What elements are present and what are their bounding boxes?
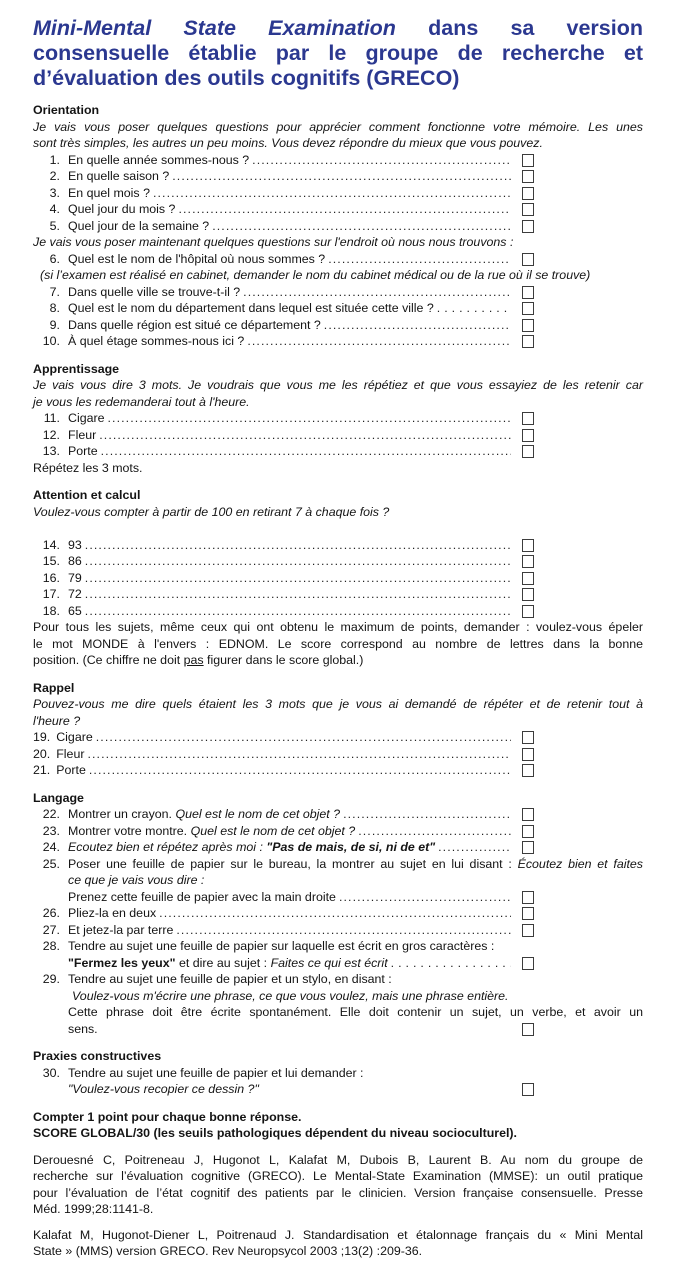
item-text: Fleur bbox=[68, 427, 97, 442]
question-row-27 bbox=[33, 922, 534, 939]
question-row-20 bbox=[33, 746, 534, 763]
section-heading-apprentissage: Apprentissage bbox=[33, 361, 120, 376]
dot-leader bbox=[438, 839, 510, 856]
item-text: 65 bbox=[68, 603, 82, 618]
item-text: Montrer un crayon. Quel est le nom de cet objet ? bbox=[68, 807, 341, 821]
item-text: "Voulez-vous recopier ce dessin ?" bbox=[68, 1082, 259, 1096]
item-number: 11. bbox=[43, 411, 60, 425]
item-number: 28. bbox=[42, 939, 60, 953]
paragraph-text: position. (Ce chiffre ne doit bbox=[33, 653, 184, 667]
item-text: "Fermez les yeux" et dire au sujet : Faites ce qui est écrit bbox=[68, 955, 388, 970]
dot-leader bbox=[85, 586, 511, 603]
item-number: 12. bbox=[42, 427, 60, 442]
section-heading-orientation: Orientation bbox=[33, 103, 100, 117]
global-score-line: SCORE GLOBAL/30 (les seuils pathologiques dépendent du niveau socioculturel). bbox=[33, 1126, 517, 1140]
item-number: 25. bbox=[42, 856, 60, 871]
question-row-24 bbox=[33, 839, 534, 856]
item-number: 21. bbox=[33, 763, 51, 777]
title-line-2: consensuelle établie par le groupe de recherche et bbox=[33, 41, 643, 65]
score-checkbox[interactable] bbox=[522, 957, 535, 970]
score-checkbox[interactable] bbox=[522, 170, 535, 183]
dot-leader bbox=[212, 218, 510, 235]
item-number: 27. bbox=[42, 922, 60, 937]
question-row-23 bbox=[33, 823, 534, 840]
score-checkbox[interactable] bbox=[522, 572, 535, 585]
item-number: 8. bbox=[49, 301, 60, 315]
score-checkbox[interactable] bbox=[522, 187, 535, 200]
question-row-21 bbox=[33, 762, 534, 779]
item-number: 17. bbox=[42, 587, 60, 601]
item-text: Porte bbox=[56, 763, 86, 777]
item-number: 24. bbox=[42, 840, 60, 854]
section-heading-praxies: Praxies constructives bbox=[33, 1049, 162, 1063]
question-row-10 bbox=[33, 333, 534, 350]
score-checkbox[interactable] bbox=[522, 1023, 535, 1036]
rappel-intro-line-1: Pouvez-vous me dire quels étaient les 3 mots que je vous ai demandé de répéter et de retenir tout à bbox=[33, 697, 643, 711]
score-checkbox[interactable] bbox=[522, 764, 535, 777]
item-number: 5. bbox=[49, 218, 60, 233]
score-checkbox[interactable] bbox=[522, 203, 535, 216]
score-checkbox[interactable] bbox=[522, 731, 535, 744]
score-checkbox[interactable] bbox=[522, 605, 535, 618]
question-row-16 bbox=[33, 570, 534, 587]
score-checkbox[interactable] bbox=[522, 555, 535, 568]
question-row-4 bbox=[33, 201, 534, 218]
item-text: Cigare bbox=[68, 411, 105, 425]
question-row-26 bbox=[33, 905, 534, 922]
item-text: Et jetez-la par terre bbox=[68, 922, 174, 937]
question-row-29-line-4 bbox=[33, 1021, 534, 1038]
score-checkbox[interactable] bbox=[522, 412, 535, 425]
dot-leader bbox=[85, 603, 511, 620]
score-checkbox[interactable] bbox=[522, 154, 535, 167]
score-checkbox[interactable] bbox=[522, 808, 535, 821]
apprentissage-intro-line-1: Je vais vous dire 3 mots. Je voudrais que vous me les répétiez et que vous essayiez de les retenir car bbox=[33, 378, 643, 392]
page-title bbox=[33, 16, 643, 91]
item-number: 4. bbox=[49, 202, 60, 216]
question-row-15 bbox=[33, 553, 534, 570]
dot-leader bbox=[178, 201, 510, 218]
item-number: 20. bbox=[33, 746, 51, 761]
attention-intro: Voulez-vous compter à partir de 100 en retirant 7 à chaque fois ? bbox=[33, 504, 390, 519]
section-heading-rappel: Rappel bbox=[33, 680, 75, 695]
dot-leader bbox=[85, 570, 511, 587]
score-checkbox[interactable] bbox=[522, 924, 535, 937]
score-checkbox[interactable] bbox=[522, 445, 535, 458]
item-text: Quel est le nom du département dans lequel est située cette ville ? bbox=[68, 301, 434, 315]
score-checkbox[interactable] bbox=[522, 825, 535, 838]
dot-leader bbox=[96, 729, 511, 746]
score-checkbox[interactable] bbox=[522, 335, 535, 348]
dot-leader bbox=[324, 317, 511, 334]
dot-leader bbox=[99, 427, 510, 444]
orientation-note: (si l’examen est réalisé en cabinet, demander le nom du cabinet médical ou de la rue où il se trouve) bbox=[40, 268, 591, 282]
dot-leader bbox=[176, 922, 510, 939]
apprentissage-intro-line-2: je vous les redemanderai tout à l'heure. bbox=[33, 394, 250, 409]
item-text: Poser une feuille de papier sur le bureau, la montrer au sujet en lui disant : Écoutez bien et faites bbox=[68, 856, 643, 871]
attention-paragraph-line-3 bbox=[33, 652, 643, 669]
item-number: 18. bbox=[42, 603, 60, 618]
dot-leader bbox=[172, 168, 510, 185]
score-checkbox[interactable] bbox=[522, 286, 535, 299]
reference-1-line-2: recherche sur l’évaluation cognitive (GRECO). Le Mental-State Examination (MMSE): un outil pratique bbox=[33, 1169, 643, 1183]
score-checkbox[interactable] bbox=[522, 319, 535, 332]
item-number: 16. bbox=[42, 570, 60, 585]
item-text: En quel mois ? bbox=[68, 185, 150, 200]
score-checkbox[interactable] bbox=[522, 588, 535, 601]
question-row-30 bbox=[33, 1065, 643, 1082]
attention-paragraph-line-2: le mot MONDE à l'envers : EDNOM. Le score correspond au nombre de lettres dans la bonne bbox=[33, 636, 643, 651]
dot-leader bbox=[328, 251, 510, 268]
item-number: 7. bbox=[49, 284, 60, 299]
item-text: Cigare bbox=[56, 730, 93, 744]
orientation-transition: Je vais vous poser maintenant quelques questions sur l'endroit où nous nous trouvons : bbox=[33, 235, 514, 249]
score-checkbox[interactable] bbox=[522, 748, 535, 761]
score-checkbox[interactable] bbox=[522, 1083, 535, 1096]
question-row-9 bbox=[33, 317, 534, 334]
score-checkbox[interactable] bbox=[522, 891, 535, 904]
reference-2-line-2: State » (MMS) version GRECO. Rev Neuropsycol 2003 ;13(2) :209-36. bbox=[33, 1244, 423, 1258]
question-row-17 bbox=[33, 586, 534, 603]
question-row-29 bbox=[33, 971, 643, 988]
item-number: 14. bbox=[42, 537, 60, 552]
item-text: Pliez-la en deux bbox=[68, 906, 157, 920]
item-text: En quelle saison ? bbox=[68, 169, 170, 183]
item-number: 9. bbox=[49, 317, 60, 332]
item-text: Quel jour du mois ? bbox=[68, 202, 176, 216]
dot-leader bbox=[153, 185, 511, 202]
underlined-word: pas bbox=[183, 653, 204, 667]
question-row-12 bbox=[33, 427, 534, 444]
question-row-18 bbox=[33, 603, 534, 620]
title-line-1 bbox=[33, 16, 643, 41]
item-text: 72 bbox=[68, 587, 82, 601]
dot-leader bbox=[343, 806, 510, 823]
dot-leader bbox=[85, 537, 511, 554]
item-number: 10. bbox=[42, 334, 60, 348]
item-text: Dans quelle ville se trouve-t-il ? bbox=[68, 284, 241, 299]
dot-leader bbox=[243, 284, 510, 301]
dot-leader bbox=[87, 746, 510, 763]
question-row-28 bbox=[33, 938, 643, 955]
item-text: 93 bbox=[68, 537, 82, 552]
item-text: Montrer votre montre. Quel est le nom de cet objet ? bbox=[68, 823, 356, 838]
item-number: 3. bbox=[49, 185, 60, 200]
item-text: Dans quelle région est situé ce département ? bbox=[68, 317, 321, 332]
item-text: Fleur bbox=[56, 746, 85, 761]
item-number: 13. bbox=[42, 444, 60, 458]
score-checkbox[interactable] bbox=[522, 253, 535, 266]
question-row-29-line-2: Voulez-vous m'écrire une phrase, ce que vous voulez, mais une phrase entière. bbox=[72, 988, 509, 1003]
score-checkbox[interactable] bbox=[522, 539, 535, 552]
dot-leader bbox=[358, 823, 510, 840]
item-text: Tendre au sujet une feuille de papier sur laquelle est écrit en gros caractères : bbox=[68, 939, 495, 953]
attention-paragraph-line-1: Pour tous les sujets, même ceux qui ont obtenu le maximum de points, demander : voulez-vous épeler bbox=[33, 620, 643, 634]
item-text: Tendre au sujet une feuille de papier et lui demander : bbox=[68, 1065, 364, 1080]
item-text: En quelle année sommes-nous ? bbox=[68, 152, 250, 167]
item-number: 19. bbox=[33, 730, 51, 744]
question-row-6 bbox=[33, 251, 534, 268]
dot-leader bbox=[89, 762, 511, 779]
orientation-intro-line-2: sont très simples, les autres un peu moins. Vous devez répondre du mieux que vous pouvez. bbox=[33, 136, 543, 150]
item-number: 1. bbox=[49, 152, 60, 167]
question-row-25 bbox=[33, 856, 643, 873]
title-line-3: d’évaluation des outils cognitifs (GRECO) bbox=[33, 66, 460, 90]
item-text: sens. bbox=[68, 1021, 98, 1036]
item-number: 23. bbox=[42, 823, 60, 838]
question-row-7 bbox=[33, 284, 534, 301]
reference-1-line-1: Derouesné C, Poitreneau J, Hugonot L, Kalafat M, Dubois B, Laurent B. Au nom du groupe de bbox=[33, 1152, 643, 1167]
question-row-5 bbox=[33, 218, 534, 235]
reference-2 bbox=[33, 1227, 643, 1260]
item-text: 86 bbox=[68, 554, 82, 568]
item-number: 6. bbox=[49, 251, 60, 266]
score-checkbox[interactable] bbox=[522, 429, 535, 442]
score-checkbox[interactable] bbox=[522, 302, 535, 315]
dot-leader bbox=[247, 333, 510, 350]
item-number: 26. bbox=[42, 906, 60, 920]
dot-leader bbox=[159, 905, 510, 922]
dot-leader bbox=[391, 955, 511, 972]
item-text: Porte bbox=[68, 444, 98, 458]
dot-leader bbox=[339, 889, 511, 906]
score-checkbox[interactable] bbox=[522, 220, 535, 233]
item-text: Tendre au sujet une feuille de papier et un stylo, en disant : bbox=[68, 972, 392, 986]
item-text: Ecoutez bien et répétez après moi : "Pas de mais, de si, ni de et" bbox=[68, 840, 436, 854]
question-row-8 bbox=[33, 300, 534, 317]
dot-leader bbox=[437, 300, 511, 317]
dot-leader bbox=[101, 443, 511, 460]
question-row-1 bbox=[33, 152, 534, 169]
section-heading-langage: Langage bbox=[33, 790, 84, 805]
item-text: À quel étage sommes-nous ici ? bbox=[68, 334, 245, 348]
apprentissage-footer: Répétez les 3 mots. bbox=[33, 460, 143, 475]
title-line-1-rest: dans sa version bbox=[428, 16, 643, 40]
question-row-3 bbox=[33, 185, 534, 202]
title-italic-part: Mini-Mental State Examination bbox=[33, 16, 396, 40]
item-number: 2. bbox=[49, 169, 60, 183]
item-text: 79 bbox=[68, 570, 82, 585]
item-text: Prenez cette feuille de papier avec la main droite bbox=[68, 889, 336, 904]
reference-1-line-3: pour l’évaluation de l’état cognitif des patients par le clinicien. Version française consensuelle. Presse bbox=[33, 1185, 643, 1200]
dot-leader bbox=[252, 152, 510, 169]
paragraph-text: figurer dans le score global.) bbox=[203, 653, 364, 667]
reference-2-line-1: Kalafat M, Hugonot-Diener L, Poitrenaud J. Standardisation et étalonnage français du « Mini Mental bbox=[33, 1227, 643, 1242]
item-number: 15. bbox=[42, 554, 60, 568]
question-row-19 bbox=[33, 729, 534, 746]
question-row-30-line-2 bbox=[33, 1081, 534, 1098]
spacer bbox=[33, 520, 643, 537]
item-text: Quel jour de la semaine ? bbox=[68, 218, 210, 233]
orientation-intro-line-1: Je vais vous poser quelques questions pour apprécier comment fonctionne votre mémoire. Les unes bbox=[33, 119, 643, 134]
question-row-28-line-2 bbox=[33, 955, 534, 972]
score-checkbox[interactable] bbox=[522, 841, 535, 854]
question-row-11 bbox=[33, 410, 534, 427]
question-row-2 bbox=[33, 168, 534, 185]
question-row-29-line-3: Cette phrase doit être écrite spontanément. Elle doit contenir un sujet, un verbe, et avoir un bbox=[68, 1005, 643, 1019]
section-heading-attention: Attention et calcul bbox=[33, 488, 141, 502]
question-row-14 bbox=[33, 537, 534, 554]
question-row-25-prenez bbox=[33, 889, 534, 906]
score-checkbox[interactable] bbox=[522, 907, 535, 920]
reference-1 bbox=[33, 1152, 643, 1218]
dot-leader bbox=[85, 553, 511, 570]
item-number: 30. bbox=[42, 1065, 60, 1080]
question-row-13 bbox=[33, 443, 534, 460]
question-row-25-line-2: ce que je vais vous dire : bbox=[68, 873, 205, 887]
item-number: 29. bbox=[42, 972, 60, 986]
question-row-22 bbox=[33, 806, 534, 823]
scoring-instruction: Compter 1 point pour chaque bonne réponse. bbox=[33, 1109, 302, 1124]
reference-1-line-4: Méd. 1999;28:1141-8. bbox=[33, 1202, 154, 1216]
dot-leader bbox=[108, 410, 511, 427]
item-text: Quel est le nom de l'hôpital où nous sommes ? bbox=[68, 251, 326, 266]
item-number: 22. bbox=[42, 807, 60, 821]
rappel-intro-line-2: l'heure ? bbox=[33, 713, 81, 728]
